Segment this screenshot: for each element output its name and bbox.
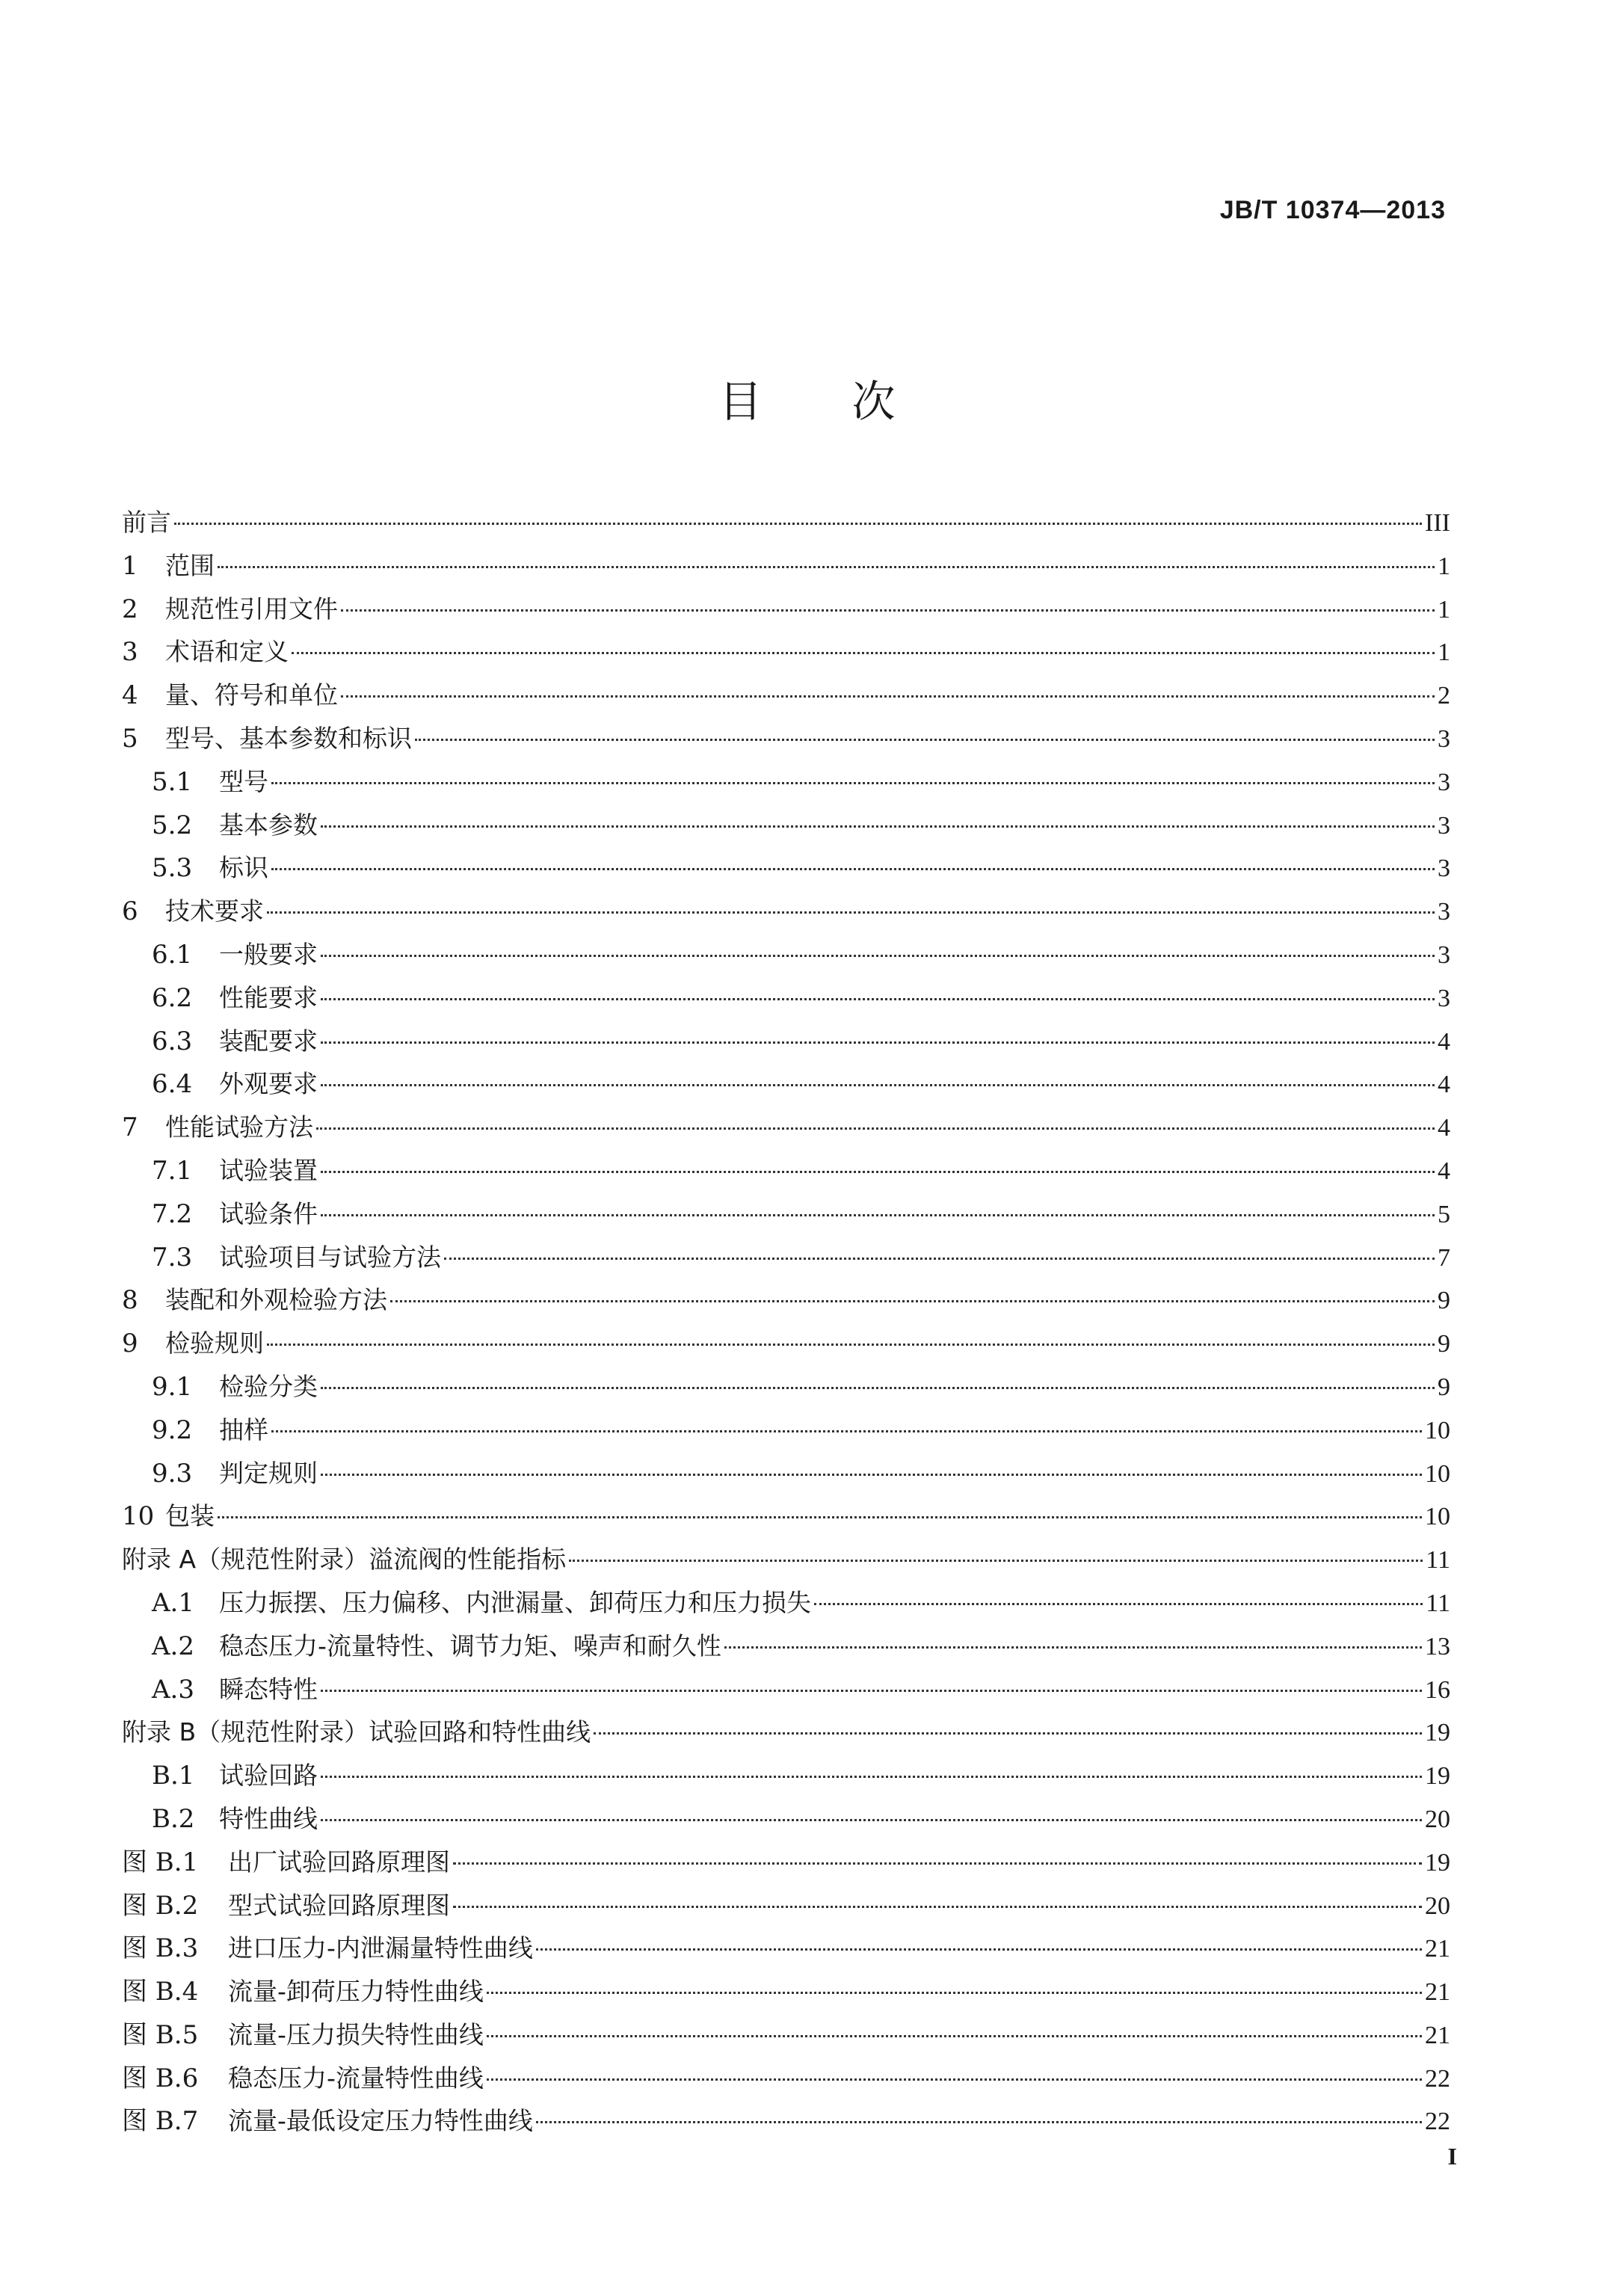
toc-entry-title: 一般要求	[219, 939, 318, 969]
toc-entry-number: 10	[122, 1501, 155, 1532]
toc-entry-title: 装配要求	[219, 1026, 318, 1056]
toc-entry[interactable]	[122, 1495, 1450, 1538]
dot-leader	[218, 566, 1435, 568]
toc-entry[interactable]	[122, 846, 1450, 890]
toc-entry-page: 3	[1438, 941, 1450, 969]
dot-leader	[341, 695, 1435, 698]
dot-leader	[321, 1387, 1435, 1389]
toc-entry-title: 外观要求	[219, 1069, 318, 1099]
page-title: 目次	[718, 376, 985, 427]
standard-number: JB/T 10374—2013	[1219, 196, 1446, 224]
toc-entry-page: 4	[1438, 1157, 1450, 1185]
toc-entry-number: 3	[122, 637, 138, 668]
dot-leader	[271, 782, 1435, 784]
toc-entry-title: 试验项目与试验方法	[219, 1242, 441, 1272]
toc-entry-number: 7.1	[152, 1155, 193, 1186]
dot-leader	[390, 1300, 1435, 1302]
toc-entry[interactable]	[122, 1106, 1450, 1149]
toc-entry-number: 9.2	[152, 1415, 193, 1445]
dot-leader	[321, 1474, 1422, 1476]
toc-entry-title: 抽样	[219, 1415, 268, 1444]
toc-entry[interactable]	[122, 1322, 1450, 1365]
toc-entry-title: 流量-最低设定压力特性曲线	[228, 2106, 533, 2136]
dot-leader	[321, 1776, 1422, 1778]
toc-entry[interactable]	[122, 804, 1450, 847]
toc-entry-title: 检验分类	[219, 1371, 318, 1401]
toc-entry-page: 10	[1425, 1459, 1450, 1488]
toc-entry-title: 性能试验方法	[165, 1112, 313, 1142]
toc-entry-title: 检验规则	[165, 1329, 264, 1358]
toc-entry[interactable]	[122, 1841, 1450, 1884]
toc-entry-title: 流量-压力损失特性曲线	[228, 2019, 484, 2049]
toc-entry-page: 3	[1438, 768, 1450, 796]
toc-entry[interactable]	[122, 2057, 1450, 2100]
toc-entry-number: A.1	[152, 1587, 194, 1618]
toc-entry-number: B.1	[152, 1761, 195, 1791]
dot-leader	[271, 1430, 1422, 1432]
toc-entry-number: B.2	[152, 1803, 195, 1834]
toc-entry-page: 20	[1425, 1892, 1450, 1920]
dot-leader	[341, 609, 1435, 612]
toc-entry-title: 试验回路	[219, 1761, 318, 1791]
toc-entry-title: 试验装置	[219, 1155, 318, 1185]
toc-entry-page: 16	[1425, 1675, 1450, 1704]
toc-entry-title: 流量-卸荷压力特性曲线	[228, 1977, 484, 2007]
dot-leader	[292, 652, 1435, 654]
toc-entry-number: 7.3	[152, 1242, 193, 1272]
toc-entry-title: 判定规则	[219, 1458, 318, 1488]
toc-entry-title: 术语和定义	[165, 637, 289, 667]
toc-entry[interactable]	[122, 1236, 1450, 1279]
dot-leader	[321, 1084, 1435, 1086]
toc-entry[interactable]	[122, 1452, 1450, 1495]
dot-leader	[267, 1344, 1435, 1346]
toc-entry-page: 22	[1425, 2064, 1450, 2093]
toc-entry-title: 标识	[219, 853, 268, 883]
toc-entry-page: III	[1425, 509, 1450, 537]
toc-entry-number: 6.4	[152, 1069, 193, 1100]
toc-entry-number: 图 B.2	[122, 1890, 199, 1921]
toc-entry-title: 稳态压力-流量特性、调节力矩、噪声和耐久性	[219, 1631, 721, 1661]
page-number: I	[1447, 2143, 1457, 2170]
toc-entry-page: 1	[1438, 595, 1450, 624]
toc-entry[interactable]	[122, 1278, 1450, 1322]
toc-entry-number: 6.3	[152, 1026, 193, 1056]
toc-entry[interactable]	[122, 1538, 1450, 1581]
toc-entry-page: 3	[1438, 898, 1450, 926]
toc-entry[interactable]	[122, 1884, 1450, 1927]
dot-leader	[594, 1732, 1422, 1735]
toc-entry-page: 11	[1426, 1546, 1450, 1575]
toc-entry[interactable]	[122, 1149, 1450, 1192]
toc-entry-page: 9	[1438, 1330, 1450, 1358]
toc-entry-title: 量、符号和单位	[165, 680, 338, 710]
toc-entry-number: 1	[122, 550, 138, 581]
toc-entry-page: 21	[1425, 1978, 1450, 2007]
dot-leader	[321, 1214, 1435, 1216]
dot-leader	[218, 1516, 1422, 1518]
dot-leader	[321, 998, 1435, 1000]
toc-entry-number: 5.1	[152, 766, 193, 797]
toc-entry[interactable]	[122, 588, 1450, 631]
toc-entry[interactable]	[122, 1192, 1450, 1236]
toc-entry[interactable]	[122, 1581, 1450, 1625]
toc-entry-page: 4	[1438, 1071, 1450, 1099]
toc-entry-title: 出厂试验回路原理图	[228, 1847, 450, 1877]
toc-entry-title: 技术要求	[165, 896, 264, 926]
toc-entry-page: 3	[1438, 855, 1450, 883]
toc-entry-title: 范围	[165, 550, 215, 580]
dot-leader	[316, 1127, 1435, 1130]
dot-leader	[536, 2121, 1422, 2123]
toc-entry-number: A.3	[152, 1674, 194, 1705]
toc-entry-title: 规范性引用文件	[165, 594, 338, 624]
toc-entry-title: 前言	[122, 508, 171, 537]
toc-entry-page: 7	[1438, 1243, 1450, 1272]
dot-leader	[453, 1862, 1422, 1865]
toc-entry-number: 图 B.6	[122, 2063, 199, 2093]
dot-leader	[321, 1819, 1422, 1821]
toc-entry-number: 7.2	[152, 1198, 193, 1229]
toc-entry-page: 9	[1438, 1373, 1450, 1401]
toc-entry-number: 6.1	[152, 939, 193, 970]
toc-entry-title: 进口压力-内泄漏量特性曲线	[228, 1933, 533, 1963]
toc-entry[interactable]	[122, 2013, 1450, 2057]
toc-entry[interactable]	[122, 1927, 1450, 1970]
toc-entry-page: 13	[1425, 1632, 1450, 1661]
toc-entry-number: 2	[122, 594, 138, 624]
toc-entry-number: 7	[122, 1112, 138, 1143]
toc-entry-page: 3	[1438, 724, 1450, 753]
toc-entry-title: 试验条件	[219, 1198, 318, 1228]
dot-leader	[321, 1690, 1422, 1692]
toc-entry-page: 9	[1438, 1287, 1450, 1315]
dot-leader	[487, 2035, 1422, 2037]
toc-entry-page: 5	[1438, 1200, 1450, 1228]
toc-entry-page: 1	[1438, 638, 1450, 667]
toc-entry-number: 8	[122, 1285, 138, 1316]
toc-entry-title: 包装	[165, 1501, 215, 1531]
dot-leader	[321, 1041, 1435, 1044]
toc-entry[interactable]	[122, 1365, 1450, 1409]
toc-entry[interactable]	[122, 933, 1450, 976]
toc-entry-title: 型号、基本参数和标识	[165, 723, 412, 753]
dot-leader	[444, 1258, 1435, 1260]
toc-entry-page: 4	[1438, 1114, 1450, 1142]
toc-entry[interactable]	[122, 1625, 1450, 1668]
toc-entry-number: 图 B.1	[122, 1847, 199, 1877]
toc-entry[interactable]	[122, 717, 1450, 760]
toc-entry[interactable]	[122, 1797, 1450, 1841]
toc-entry-title: 瞬态特性	[219, 1674, 318, 1704]
toc-entry[interactable]	[122, 630, 1450, 674]
toc-entry[interactable]	[122, 1668, 1450, 1711]
toc-entry-number: 图 B.7	[122, 2106, 199, 2137]
toc-entry-page: 4	[1438, 1027, 1450, 1056]
toc-entry-title: 稳态压力-流量特性曲线	[228, 2063, 484, 2093]
toc-entry[interactable]	[122, 544, 1450, 588]
toc-entry-number: 5.2	[152, 810, 193, 840]
toc-entry-page: 21	[1425, 1935, 1450, 1963]
toc-entry[interactable]	[122, 760, 1450, 804]
dot-leader	[453, 1906, 1422, 1908]
toc-entry-page: 1	[1438, 552, 1450, 580]
toc-entry-number: 5.3	[152, 853, 193, 884]
dot-leader	[487, 2078, 1422, 2081]
toc-entry-page: 19	[1425, 1762, 1450, 1791]
toc-entry-page: 3	[1438, 984, 1450, 1012]
toc-entry[interactable]	[122, 674, 1450, 717]
toc-entry[interactable]	[122, 1020, 1450, 1063]
toc-entry-title: 型式试验回路原理图	[228, 1890, 450, 1920]
toc-entry-title: 基本参数	[219, 810, 318, 840]
toc-entry[interactable]	[122, 501, 1450, 544]
toc-entry-title: 型号	[219, 766, 268, 796]
toc-entry-number: 图 B.4	[122, 1977, 199, 2007]
dot-leader	[724, 1646, 1422, 1649]
toc-entry-page: 22	[1425, 2108, 1450, 2136]
toc-entry-number: 9.3	[152, 1458, 193, 1489]
toc-entry-page: 20	[1425, 1805, 1450, 1833]
toc-entry-number: 图 B.5	[122, 2019, 199, 2050]
toc-entry[interactable]	[122, 976, 1450, 1020]
toc-entry[interactable]	[122, 1754, 1450, 1797]
dot-leader	[267, 911, 1435, 914]
toc-entry-page: 2	[1438, 682, 1450, 710]
toc-entry-page: 11	[1426, 1589, 1450, 1617]
toc-entry-page: 10	[1425, 1416, 1450, 1444]
toc-entry-number: 6.2	[152, 982, 193, 1013]
toc-entry[interactable]	[122, 1062, 1450, 1106]
toc-entry-number: 6	[122, 896, 138, 927]
toc-entry-page: 21	[1425, 2021, 1450, 2049]
toc-entry-title: 压力振摆、压力偏移、内泄漏量、卸荷压力和压力损失	[219, 1587, 811, 1617]
toc-entry-page: 19	[1425, 1848, 1450, 1877]
toc-entry[interactable]	[122, 2099, 1450, 2143]
toc-entry[interactable]	[122, 890, 1450, 933]
dot-leader	[321, 825, 1435, 828]
dot-leader	[321, 1171, 1435, 1173]
toc-entry-number: 5	[122, 723, 138, 754]
toc-entry-page: 10	[1425, 1503, 1450, 1531]
toc-entry[interactable]	[122, 1970, 1450, 2013]
dot-leader	[174, 523, 1422, 525]
toc-entry-title: 附录 A（规范性附录）溢流阀的性能指标	[122, 1545, 567, 1575]
dot-leader	[569, 1560, 1423, 1562]
toc-entry-title: 附录 B（规范性附录）试验回路和特性曲线	[122, 1717, 591, 1747]
dot-leader	[415, 739, 1435, 741]
toc-entry-number: 9.1	[152, 1371, 193, 1402]
toc-entry-title: 性能要求	[219, 982, 318, 1012]
dot-leader	[487, 1992, 1422, 1994]
dot-leader	[321, 955, 1435, 957]
toc-entry[interactable]	[122, 1711, 1450, 1754]
dot-leader	[814, 1603, 1423, 1605]
dot-leader	[536, 1948, 1422, 1951]
toc-entry-page: 3	[1438, 811, 1450, 840]
toc-entry-number: 图 B.3	[122, 1933, 199, 1964]
toc-entry-title: 特性曲线	[219, 1803, 318, 1833]
toc-entry-number: 9	[122, 1329, 138, 1359]
toc-entry-page: 19	[1425, 1719, 1450, 1747]
toc-entry-title: 装配和外观检验方法	[165, 1285, 387, 1315]
toc-entry[interactable]	[122, 1409, 1450, 1452]
dot-leader	[271, 868, 1435, 870]
toc-entry-number: 4	[122, 680, 138, 711]
table-of-contents	[122, 501, 1450, 2143]
toc-entry-number: A.2	[152, 1631, 194, 1661]
